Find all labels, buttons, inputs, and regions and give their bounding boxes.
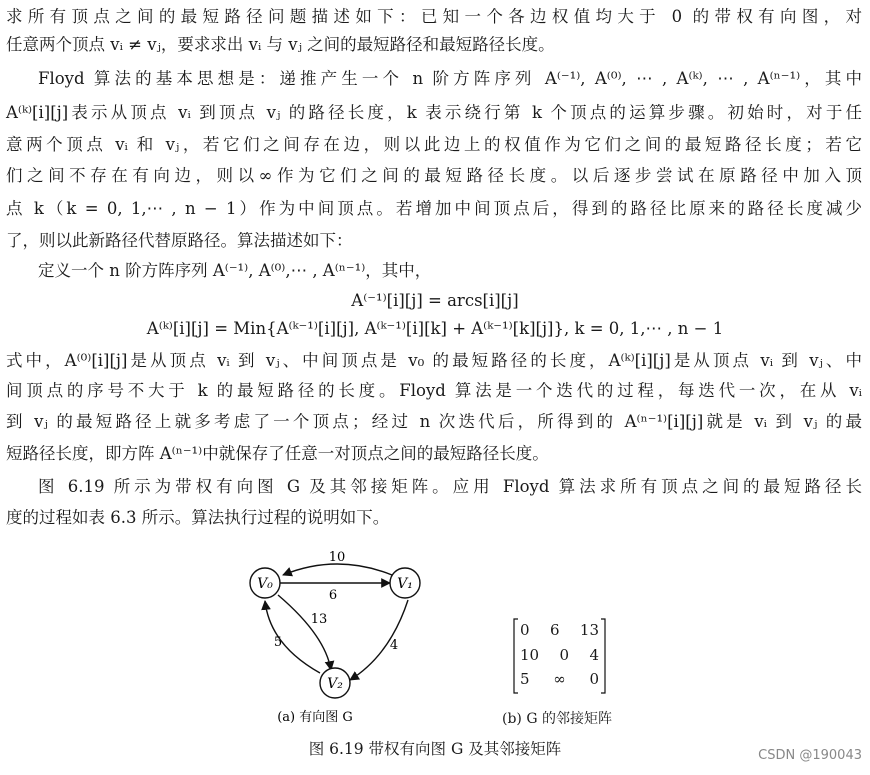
edge-label: 10 <box>328 550 346 565</box>
edge-label: 4 <box>389 638 399 653</box>
matrix-row <box>512 670 607 688</box>
node-label: V₂ <box>327 676 343 692</box>
matrix-cell: 13 <box>579 621 599 639</box>
formula-line: A⁽⁻¹⁾[i][j] = arcs[i][j] <box>351 291 519 310</box>
paragraph-line: 点 k（k = 0, 1,⋯ , n − 1）作为中间顶点。若增加中间顶点后，得到的路径比原来的路径长度减少 <box>6 199 862 218</box>
formula-line: A⁽ᵏ⁾[i][j] = Min{A⁽ᵏ⁻¹⁾[i][j], A⁽ᵏ⁻¹⁾[i][k] + A⁽ᵏ⁻¹⁾[k][j]}, k = 0, 1,⋯ , n − 1 <box>146 319 724 338</box>
figure-caption: 图 6.19 带权有向图 G 及其邻接矩阵 <box>308 740 562 758</box>
matrix-caption: (b) G 的邻接矩阵 <box>502 711 612 727</box>
matrix-cell: 0 <box>589 670 599 688</box>
paragraph-line: A⁽ᵏ⁾[i][j]表示从顶点 vᵢ 到顶点 vⱼ 的路径长度，k 表示绕行第 k 个顶点的运算步骤。初始时，对于任 <box>6 103 862 122</box>
paragraph-line: 度的过程如表 6.3 所示。算法执行过程的说明如下。 <box>6 508 390 527</box>
edge-label: 5 <box>273 635 283 650</box>
paragraph-line: 式中，A⁽⁰⁾[i][j]是从顶点 vᵢ 到 vⱼ、中间顶点是 v₀ 的最短路径的长度，A⁽ᵏ⁾[i][j]是从顶点 vᵢ 到 vⱼ、中 <box>6 351 862 370</box>
matrix-cell: ∞ <box>553 670 566 688</box>
matrix-cell: 6 <box>549 621 560 639</box>
paragraph-line: 间顶点的序号不大于 k 的最短路径的长度。Floyd 算法是一个迭代的过程，每迭代一次，在从 vᵢ <box>6 381 862 400</box>
matrix-row <box>512 621 607 639</box>
paragraph-line: 任意两个顶点 vᵢ ≠ vⱼ，要求求出 vᵢ 与 vⱼ 之间的最短路径和最短路径长度。 <box>6 35 555 54</box>
watermark: CSDN @190043 <box>758 748 862 763</box>
paragraph-line: 定义一个 n 阶方阵序列 A⁽⁻¹⁾, A⁽⁰⁾,⋯ , A⁽ⁿ⁻¹⁾，其中， <box>38 261 432 280</box>
node-label: V₁ <box>397 576 413 592</box>
matrix-cell: 0 <box>559 646 570 664</box>
edge-v1-v0 <box>283 564 392 575</box>
matrix-cell: 5 <box>520 670 530 688</box>
node-label: V₀ <box>257 576 273 592</box>
matrix-cell: 0 <box>520 621 530 639</box>
edge-v0-v2 <box>278 595 331 670</box>
paragraph-line: 们之间不存在有向边，则以∞作为它们之间的最短路径长度。以后逐步尝试在原路径中加入顶 <box>6 166 862 185</box>
edge-label: 13 <box>310 612 328 627</box>
matrix-cell: 4 <box>589 646 599 664</box>
paragraph-line: 了，则以此新路径代替原路径。算法描述如下： <box>6 231 353 250</box>
paragraph-line: Floyd 算法的基本思想是：递推产生一个 n 阶方阵序列 A⁽⁻¹⁾, A⁽⁰⁾, ⋯ , A⁽ᵏ⁾, ⋯ , A⁽ⁿ⁻¹⁾，其中 <box>38 69 862 88</box>
graph-caption: (a) 有向图 G <box>277 710 353 725</box>
paragraph-line: 意两个顶点 vᵢ 和 vⱼ，若它们之间存在边，则以此边上的权值作为它们之间的最短路径长度；若它 <box>6 135 862 154</box>
matrix-cell: 10 <box>520 646 540 664</box>
adjacency-matrix <box>512 617 607 695</box>
edge-v1-v2 <box>350 600 408 680</box>
matrix-row <box>512 646 607 664</box>
paragraph-line: 图 6.19 所示为带权有向图 G 及其邻接矩阵。应用 Floyd 算法求所有顶点之间的最短路径长 <box>38 477 862 496</box>
paragraph-line: 求所有顶点之间的最短路径问题描述如下：已知一个各边权值均大于 0 的带权有向图，对 <box>6 7 862 26</box>
paragraph-line: 到 vⱼ 的最短路径上就多考虑了一个顶点；经过 n 次迭代后，所得到的 A⁽ⁿ⁻¹⁾[i][j]就是 vᵢ 到 vⱼ 的最 <box>6 412 862 431</box>
paragraph-line: 短路径长度，即方阵 A⁽ⁿ⁻¹⁾中就保存了任意一对顶点之间的最短路径长度。 <box>6 444 549 463</box>
edge-label: 6 <box>328 588 338 603</box>
